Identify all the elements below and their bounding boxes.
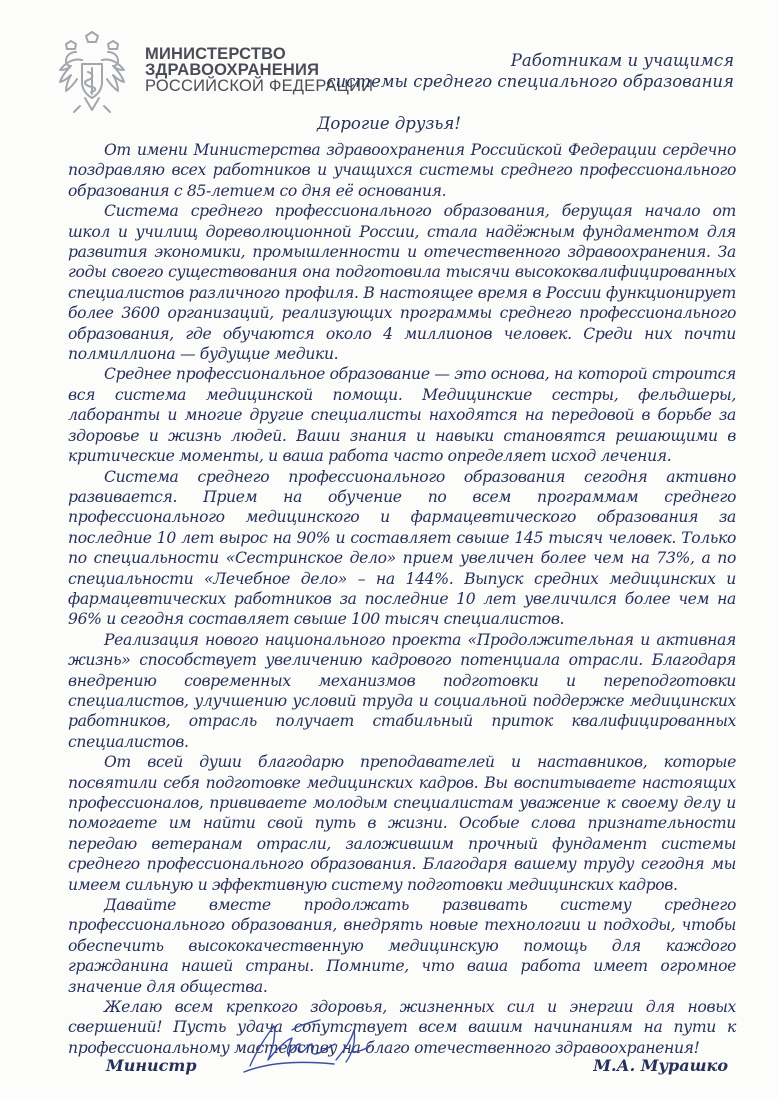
addressee-line1: Работникам и учащимся <box>510 51 734 70</box>
signer-name: М.А. Мурашко <box>593 1056 728 1075</box>
addressee <box>314 50 734 92</box>
paragraph: Система среднего профессионального образования, берущая начало от школ и училищ дореволюционной России, стала надёжным фундаментом для развития экономики, промышленности и отечественного здравоохранения. За годы своего существования она подготовила тысячи высококвалифицированных специалистов различного профиля. В настоящее время в России функционирует более 3600 организаций, реализующих программы среднего профессионального образования, где обучаются около 4 миллионов человек. Среди них почти полмиллиона — будущие медики. <box>68 202 736 364</box>
letterhead <box>0 0 778 110</box>
double-headed-eagle-emblem-icon <box>52 30 132 116</box>
addressee-line2: системы среднего специального образования <box>326 72 734 91</box>
ministry-name-line3: РОССИЙСКОЙ ФЕДЕРАЦИИ <box>145 77 374 95</box>
paragraph: Давайте вместе продолжать развивать систему среднего профессионального образования, внедрять новые технологии и подходы, чтобы обеспечить высококачественную медицинскую помощь для каждого гражданина нашей страны. Помните, что ваша работа имеет огромное значение для общества. <box>68 896 736 996</box>
paragraph: Реализация нового национального проекта «Продолжительная и активная жизнь» способствует увеличению кадрового потенциала отрасли. Благодаря внедрению современных механизмов подготовки и переподготовки специалистов, улучшению условий труда и социальной поддержке медицинских работников, отрасль получает стабильный приток квалифицированных специалистов. <box>68 630 736 751</box>
ministry-name-line2: ЗДРАВООХРАНЕНИЯ <box>145 61 320 79</box>
paragraph: От имени Министерства здравоохранения Российской Федерации сердечно поздравляю всех работников и учащихся системы среднего профессионального образования с 85-летием со дня её основания. <box>68 141 736 200</box>
ministry-name-line1: МИНИСТЕРСТВО <box>145 45 286 63</box>
paragraph: Система среднего профессионального образования сегодня активно развивается. Прием на обучение по всем программам среднего профессионального медицинского и фармацевтического образования за последние 10 лет вырос на 90% и составляет свыше 145 тысяч человек. Только по специальности «Сестринское дело» прием увеличен более чем на 73%, а по специальности «Лечебное дело» – на 144%. Выпуск средних медицинских и фармацевтических работников за последние 10 лет увеличился более чем на 96% и сегодня составляет свыше 100 тысяч специалистов. <box>68 467 736 629</box>
greeting: Дорогие друзья! <box>317 114 461 133</box>
paragraph: Желаю всем крепкого здоровья, жизненных сил и энергии для новых свершений! Пусть удача сопутствует всем вашим начинаниям на пути к профессиональному мастерству на благо отечественного здравоохранения! <box>68 998 736 1057</box>
handwritten-signature-icon <box>232 1002 402 1097</box>
paragraph: От всей души благодарю преподавателей и наставников, которые посвятили себя подготовке медицинских кадров. Вы воспитываете настоящих профессионалов, прививаете молодым специалистам уважение к своему делу и помогаете им найти свой путь в жизни. Особые слова признательности передаю ветеранам отрасли, заложившим прочный фундамент системы среднего профессионального образования. Благодаря вашему труду сегодня мы имеем сильную и эффективную систему подготовки медицинских кадров. <box>68 753 736 894</box>
signer-role: Министр <box>106 1056 197 1075</box>
signature-block <box>0 1052 778 1100</box>
paragraph: Среднее профессиональное образование — это основа, на которой строится вся система медицинской помощи. Медицинские сестры, фельдшеры, лаборанты и многие другие специалисты находятся на передовой в борьбе за здоровье и жизнь людей. Ваши знания и навыки становятся решающими в критические моменты, и ваша работа часто определяет исход лечения. <box>68 365 736 466</box>
letter-body <box>68 140 736 1058</box>
